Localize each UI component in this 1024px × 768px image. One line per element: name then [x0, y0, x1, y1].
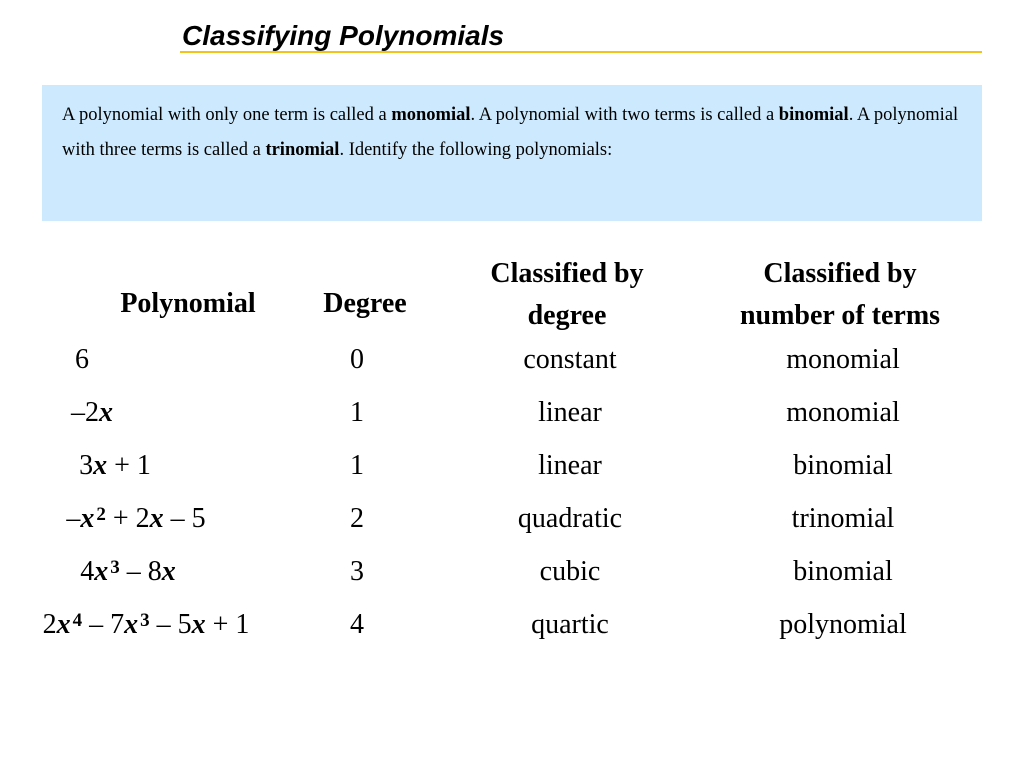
degree-class-cell: cubic [539, 556, 601, 587]
term-class-cell: binomial [793, 556, 893, 587]
degree-cell: 1 [350, 450, 364, 481]
polynomial-cell: –x $^2$ + 2x – 5 [66, 503, 206, 534]
title-underline [180, 51, 982, 53]
degree-cell: 4 [350, 609, 364, 640]
term-class-cell: monomial [786, 344, 900, 375]
degree-cell: 0 [350, 344, 364, 375]
polynomial-cell: 2x $^4$ – 7x $^3$ – 5x + 1 [42, 609, 250, 640]
header-polynomial: Polynomial [120, 288, 256, 319]
term-class-cell: binomial [793, 450, 893, 481]
intro-text-1: A polynomial with only one term is called a [62, 105, 392, 125]
header-classified-by-terms: Classified by number of terms [739, 258, 941, 331]
degree-class-cell: quadratic [517, 503, 623, 534]
degree-class-cell: linear [538, 397, 602, 428]
polynomial-cell: –2x [71, 397, 113, 428]
term-binomial: binomial [778, 105, 849, 125]
term-monomial: monomial [391, 105, 471, 125]
slide-title: Classifying Polynomials [182, 20, 505, 51]
degree-class-cell: linear [538, 450, 602, 481]
term-class-cell: polynomial [779, 609, 907, 640]
intro-text-2: . A polynomial with two terms is called a [470, 105, 779, 125]
term-trinomial: trinomial [265, 140, 340, 160]
definition-box [42, 85, 982, 221]
term-class-cell: trinomial [791, 503, 895, 534]
term-class-cell: monomial [786, 397, 900, 428]
header-degree: Degree [323, 288, 407, 319]
header-classified-by-degree: Classified by degree [490, 258, 644, 331]
degree-class-cell: quartic [531, 609, 609, 640]
intro-text-4: . Identify the following polynomials: [339, 140, 613, 160]
polynomial-cell: 6 [75, 344, 89, 375]
polynomial-cell: 3x + 1 [79, 450, 151, 481]
polynomial-cell: 4x $^3$ – 8x [80, 556, 176, 587]
degree-cell: 1 [350, 397, 364, 428]
degree-class-cell: constant [523, 344, 617, 375]
degree-cell: 3 [350, 556, 364, 587]
degree-cell: 2 [350, 503, 364, 534]
intro-text-3: . A polynomial with three terms is called a [62, 105, 959, 160]
